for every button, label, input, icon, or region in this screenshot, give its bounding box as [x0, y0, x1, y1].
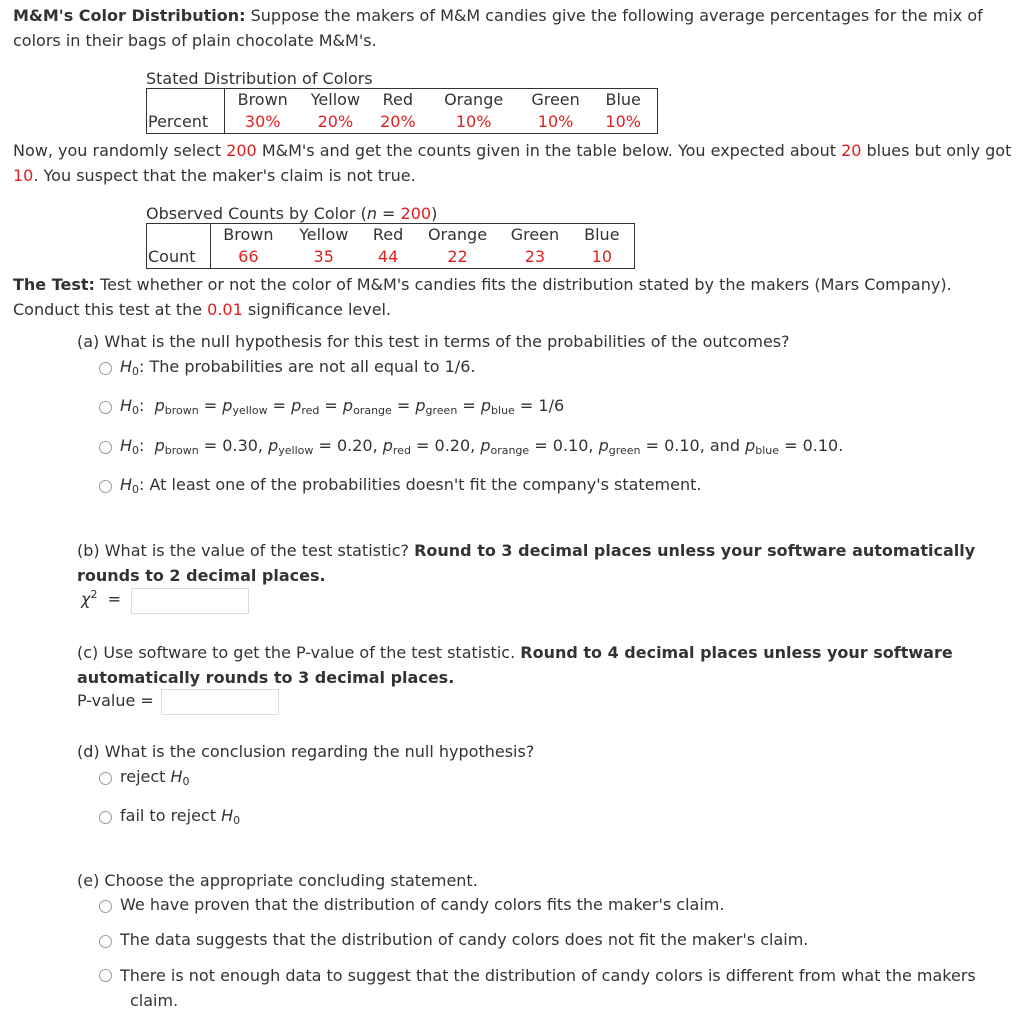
- p-subscript: yellow: [278, 444, 314, 457]
- sample-text-3: blues but only got: [861, 141, 1012, 160]
- observed-count-cell: 66: [238, 247, 259, 266]
- stated-header-cell: Yellow: [310, 90, 361, 109]
- p-subscript: brown: [164, 404, 199, 417]
- qe-option-3-text-2: claim.: [130, 990, 179, 1010]
- observed-header-cell: Green: [510, 225, 560, 244]
- observed-header-cell: Yellow: [299, 225, 349, 244]
- observed-header-cell: Orange: [427, 225, 488, 244]
- test-text-1: Test whether or not the color of M&M's candies fits the distribution stated by the makers (Mars Company).: [94, 275, 952, 294]
- stated-value-cell: 30%: [244, 112, 281, 131]
- p-subscript: red: [392, 444, 411, 457]
- qe-option-3-text-1: There is not enough data to suggest that the distribution of candy colors is different from what the makers: [120, 966, 976, 985]
- question-d-prompt: (d) What is the conclusion regarding the null hypothesis?: [77, 742, 535, 761]
- h0-subscript: 0: [132, 444, 140, 457]
- stated-header-cell: Red: [382, 90, 414, 109]
- qa-option-2-tail: = 1/6: [514, 396, 565, 415]
- p-value-item: 0.20: [434, 436, 471, 455]
- stated-header-cell: Brown: [237, 90, 288, 109]
- observed-count-cell: 35: [313, 247, 334, 266]
- h0-symbol: H: [120, 396, 133, 415]
- p-value-item: 0.30: [222, 436, 258, 455]
- p-value-label: P-value =: [77, 691, 154, 710]
- p-subscript: green: [608, 444, 641, 457]
- observed-caption-text: Observed Counts by Color (: [146, 204, 367, 223]
- qa-option-4-radio[interactable]: [99, 480, 112, 493]
- test-text-2: Conduct this test at the: [13, 299, 208, 319]
- stated-header-cell: Green: [531, 90, 580, 109]
- intro-title: M&M's Color Distribution:: [13, 6, 246, 25]
- observed-blues: 10: [13, 165, 34, 185]
- observed-count-cell: 10: [591, 247, 613, 266]
- p-value-item: 0.10: [802, 436, 839, 455]
- stated-corner-cell: [147, 89, 225, 112]
- observed-caption-value: 200: [400, 204, 432, 223]
- observed-header-cell: Red: [372, 225, 404, 244]
- qd-option-1-label[interactable]: [120, 767, 190, 788]
- h0-symbol: H: [170, 767, 183, 786]
- sample-size: 200: [226, 141, 257, 160]
- observed-count-cell: 23: [524, 247, 546, 266]
- observed-header-cell: Brown: [223, 225, 274, 244]
- observed-row-label: Count: [147, 246, 211, 269]
- question-e-prompt: (e) Choose the appropriate concluding statement.: [77, 871, 478, 890]
- test-paragraph: [13, 273, 1018, 322]
- stated-value-cell: 10%: [605, 112, 641, 131]
- stated-distribution-table: [146, 88, 658, 134]
- p-subscript: red: [301, 404, 320, 417]
- p-value-item: 0.20: [336, 436, 373, 455]
- qc-bold-1: Round to 4 decimal places unless your software: [520, 643, 953, 662]
- h0-symbol: H: [120, 357, 133, 376]
- stated-value-cell: 20%: [317, 112, 354, 131]
- p-value-input[interactable]: [161, 689, 279, 715]
- qa-option-3-radio[interactable]: [99, 441, 112, 454]
- stated-row-label: Percent: [147, 111, 225, 134]
- stated-header-cell: Blue: [605, 90, 641, 109]
- intro-text-1: Suppose the makers of M&M candies give the following average percentages for the mix of: [245, 6, 983, 25]
- p-subscript: brown: [164, 444, 199, 457]
- chi-symbol: χ: [81, 589, 91, 609]
- sample-paragraph: [13, 139, 1018, 188]
- p-subscript: yellow: [232, 404, 268, 417]
- h0-symbol: H: [120, 436, 133, 455]
- and-text: , and: [699, 436, 746, 455]
- qa-option-4-text: : At least one of the probabilities doesn't fit the company's statement.: [139, 475, 702, 494]
- p-subscript: blue: [755, 444, 779, 457]
- intro-text-2: colors in their bags of plain chocolate M&M's.: [13, 30, 377, 50]
- qb-bold-1: Round to 3 decimal places unless your software automatically: [414, 541, 976, 560]
- qe-option-1-label[interactable]: We have proven that the distribution of candy colors fits the maker's claim.: [120, 895, 725, 914]
- qd-option-2-radio[interactable]: [99, 811, 112, 824]
- p-subscript: orange: [353, 404, 392, 417]
- qe-option-2-radio[interactable]: [99, 935, 112, 948]
- h0-subscript: 0: [132, 365, 140, 378]
- observed-caption-close: ): [431, 204, 438, 223]
- qe-option-3-radio[interactable]: [99, 969, 112, 982]
- qa-option-1-text: : The probabilities are not all equal to 1/6.: [139, 357, 476, 376]
- qe-option-1-radio[interactable]: [99, 900, 112, 913]
- stated-caption: Stated Distribution of Colors: [146, 69, 373, 88]
- sample-text-2: M&M's and get the counts given in the table below. You expected about: [256, 141, 842, 160]
- observed-caption: [146, 204, 437, 223]
- qe-option-3-label[interactable]: [120, 964, 1010, 1013]
- observed-count-cell: 22: [447, 247, 468, 266]
- qa-option-3-label[interactable]: $H_0$: $p_{brown} = 0.30$, $p_{yellow} = 0.20$, $p_{red} = 0.20$, $p_{orange} = 0.10$, $p_{green} = 0.10$, and $p_{blue} = 0.10$.: [120, 436, 844, 457]
- h0-subscript: 0: [132, 483, 140, 496]
- sample-text-1: Now, you randomly select: [13, 141, 227, 160]
- p-subscript: green: [425, 404, 458, 417]
- question-a-prompt: (a) What is the null hypothesis for this test in terms of the probabilities of the outcomes?: [77, 332, 790, 351]
- p-value-item: 0.10: [552, 436, 589, 455]
- qa-option-2-label[interactable]: $H_0$: $p_{brown} = p_{yellow} = p_{red} = p_{orange} = p_{green} = p_{blue} = 1/6$: [120, 396, 565, 417]
- observed-caption-eq: =: [376, 204, 401, 223]
- observed-count-cell: 44: [377, 247, 399, 266]
- p-subscript: orange: [490, 444, 530, 457]
- significance-level: 0.01: [207, 299, 243, 319]
- stated-value-cell: 20%: [380, 112, 416, 131]
- stated-header-cell: Orange: [444, 90, 504, 109]
- h0-symbol: H: [120, 475, 133, 494]
- qb-text: (b) What is the value of the test statistic?: [77, 541, 415, 560]
- qe-option-2-label[interactable]: The data suggests that the distribution of candy colors does not fit the maker's claim.: [120, 930, 809, 949]
- qb-bold-2: rounds to 2 decimal places.: [77, 565, 326, 585]
- qa-option-1-label[interactable]: [120, 357, 475, 378]
- qd-option-2-text: fail to reject: [120, 806, 222, 825]
- qa-option-2-radio[interactable]: [99, 401, 112, 414]
- qc-bold-2: automatically rounds to 3 decimal places.: [77, 667, 455, 687]
- observed-header-cell: Blue: [584, 225, 620, 244]
- h0-subscript: 0: [132, 404, 140, 417]
- p-subscript: blue: [491, 404, 515, 417]
- qd-option-1-radio[interactable]: [99, 772, 112, 785]
- p-value-item: 0.10: [664, 436, 700, 455]
- qd-option-1-text: reject: [120, 767, 171, 786]
- chi-square-input[interactable]: [131, 588, 249, 614]
- observed-counts-table: [146, 223, 635, 269]
- intro-paragraph: [13, 4, 1018, 53]
- stated-value-cell: 10%: [537, 112, 574, 131]
- chi-equals: =: [107, 589, 122, 609]
- chi-square-label: [81, 588, 121, 608]
- test-text-3: significance level.: [242, 299, 392, 319]
- question-c-prompt: [77, 641, 953, 690]
- stated-value-cell: 10%: [455, 112, 492, 131]
- sample-text-4: . You suspect that the maker's claim is not true.: [33, 165, 416, 185]
- h0-subscript: 0: [233, 814, 241, 827]
- h0-subscript: 0: [182, 775, 190, 788]
- question-b-prompt: [77, 539, 975, 588]
- observed-corner-cell: [147, 224, 211, 247]
- h0-symbol: H: [221, 806, 234, 825]
- qc-text: (c) Use software to get the P-value of the test statistic.: [77, 643, 521, 662]
- observed-caption-n: n: [366, 204, 377, 223]
- chi-superscript: 2: [90, 588, 98, 601]
- qa-option-4-label[interactable]: [120, 475, 701, 496]
- qa-option-1-radio[interactable]: [99, 362, 112, 375]
- expected-blues: 20: [841, 141, 862, 160]
- qd-option-2-label[interactable]: [120, 806, 240, 827]
- test-label: The Test:: [13, 275, 95, 294]
